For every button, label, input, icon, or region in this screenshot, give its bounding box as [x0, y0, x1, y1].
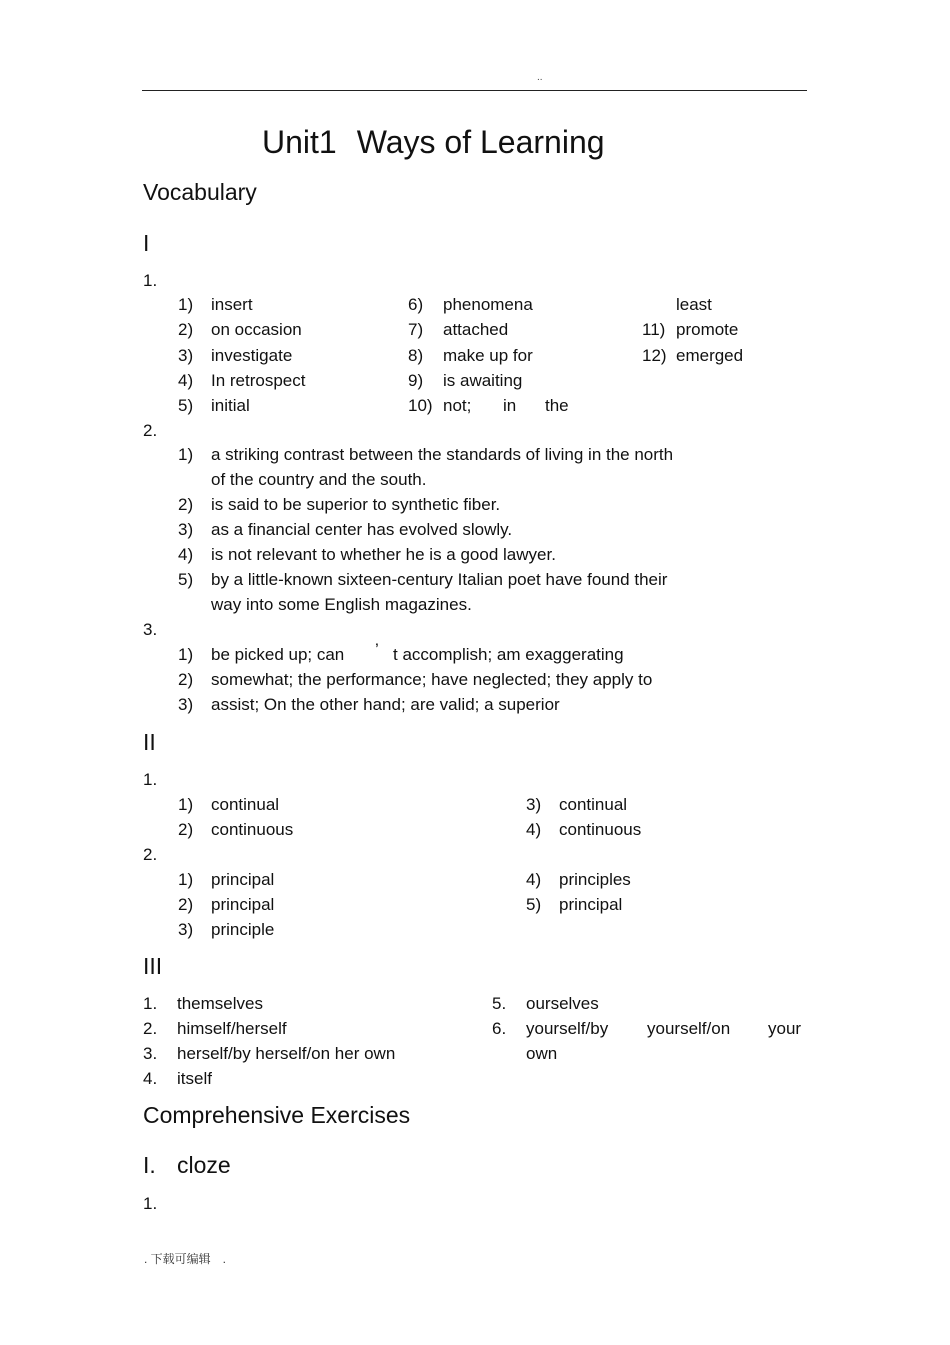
item-text: your: [768, 1019, 802, 1038]
item-text: herself/by herself/on her own: [177, 1044, 396, 1063]
item-text: insert: [211, 295, 253, 314]
item-text: assist; On the other hand; are valid; a superior: [211, 695, 560, 714]
item-number: 4.: [143, 1069, 158, 1088]
section-label: I: [143, 230, 150, 256]
item-text: as a financial center has evolved slowly.: [211, 520, 513, 539]
item-text: continuous: [559, 820, 642, 839]
item-number: 3): [178, 346, 194, 365]
item-number: 6): [408, 295, 424, 314]
item-text: principle: [211, 920, 275, 939]
item-text: themselves: [177, 994, 263, 1013]
item-number: 7): [408, 320, 424, 339]
item-text: phenomena: [443, 295, 533, 314]
item-number: 3): [526, 795, 542, 814]
apostrophe: ’: [375, 640, 379, 659]
section-label: II: [143, 729, 156, 755]
item-number: 1): [178, 295, 194, 314]
question-number: 2.: [143, 845, 158, 864]
vocabulary-heading: Vocabulary: [143, 179, 257, 205]
item-text: on occasion: [211, 320, 302, 339]
item-text: of the country and the south.: [211, 470, 427, 489]
item-text: himself/herself: [177, 1019, 287, 1038]
item-number: 2): [178, 820, 194, 839]
title-name: Ways of Learning: [356, 124, 605, 160]
question-number: 2.: [143, 421, 158, 440]
item-text: attached: [443, 320, 509, 339]
item-number: 1): [178, 445, 194, 464]
item-number: 3.: [143, 1044, 158, 1063]
item-text: initial: [211, 396, 250, 415]
item-text: by a little-known sixteen-century Italian poet have found their: [211, 570, 668, 589]
page-title: [262, 124, 605, 161]
item-number: 1): [178, 795, 194, 814]
item-number: 8): [408, 346, 424, 365]
question-number: 3.: [143, 620, 158, 639]
item-text: in: [503, 396, 517, 415]
item-number: 2): [178, 495, 194, 514]
item-text: continuous: [211, 820, 294, 839]
item-text: a striking contrast between the standards of living in the north: [211, 445, 674, 464]
item-text: way into some English magazines.: [211, 595, 472, 614]
item-text: is not relevant to whether he is a good lawyer.: [211, 545, 556, 564]
item-number: 4): [526, 870, 542, 889]
item-text: continual: [211, 795, 280, 814]
item-text: the: [545, 396, 569, 415]
item-text: be picked up; can: [211, 645, 345, 664]
item-text: emerged: [676, 346, 744, 365]
item-number: 9): [408, 371, 424, 390]
item-text: itself: [177, 1069, 212, 1088]
item-text: make up for: [443, 346, 533, 365]
item-number: 11): [642, 320, 666, 339]
item-number: 12): [642, 346, 667, 365]
item-number: 5.: [492, 994, 507, 1013]
item-text: continual: [559, 795, 628, 814]
item-number: 1): [178, 870, 194, 889]
item-text: somewhat; the performance; have neglected; they apply to: [211, 670, 653, 689]
question-number: 1.: [143, 770, 158, 789]
item-number: 2): [178, 320, 194, 339]
header-dots: ..: [537, 72, 543, 83]
item-number: 1): [178, 645, 194, 664]
item-number: 5): [526, 895, 542, 914]
item-text: is said to be superior to synthetic fiber.: [211, 495, 501, 514]
item-text: principles: [559, 870, 631, 889]
item-text: principal: [211, 870, 275, 889]
item-number: 5): [178, 570, 194, 589]
footer-note: . 下载可编辑 .: [144, 1252, 227, 1266]
item-number: 5): [178, 396, 194, 415]
item-number: 4): [178, 545, 194, 564]
item-text: is awaiting: [443, 371, 523, 390]
item-number: 3): [178, 695, 194, 714]
item-text: investigate: [211, 346, 293, 365]
header-rule: [142, 90, 807, 91]
item-text: yourself/by: [526, 1019, 609, 1038]
item-text: yourself/on: [647, 1019, 731, 1038]
comprehensive-heading: Comprehensive Exercises: [143, 1102, 411, 1128]
item-number: 2): [178, 670, 194, 689]
item-number: 3): [178, 520, 194, 539]
item-number: 3): [178, 920, 194, 939]
item-number: 4): [526, 820, 542, 839]
item-text: t accomplish; am exaggerating: [393, 645, 624, 664]
item-number: 2): [178, 895, 194, 914]
item-text: principal: [559, 895, 623, 914]
item-number: 10): [408, 396, 433, 415]
item-text: principal: [211, 895, 275, 914]
item-text: not;: [443, 396, 472, 415]
item-text: promote: [676, 320, 739, 339]
question-number: 1.: [143, 1194, 158, 1213]
item-number: 4): [178, 371, 194, 390]
section-label: I.: [143, 1152, 156, 1178]
title-unit: Unit1: [262, 124, 337, 160]
item-text: In retrospect: [211, 371, 306, 390]
item-number: 1.: [143, 994, 158, 1013]
item-text: least: [676, 295, 712, 314]
item-text: own: [526, 1044, 558, 1063]
section-label: III: [143, 953, 163, 979]
question-number: 1.: [143, 271, 158, 290]
item-text: ourselves: [526, 994, 599, 1013]
section-name: cloze: [177, 1152, 231, 1178]
item-number: 6.: [492, 1019, 507, 1038]
item-number: 2.: [143, 1019, 158, 1038]
